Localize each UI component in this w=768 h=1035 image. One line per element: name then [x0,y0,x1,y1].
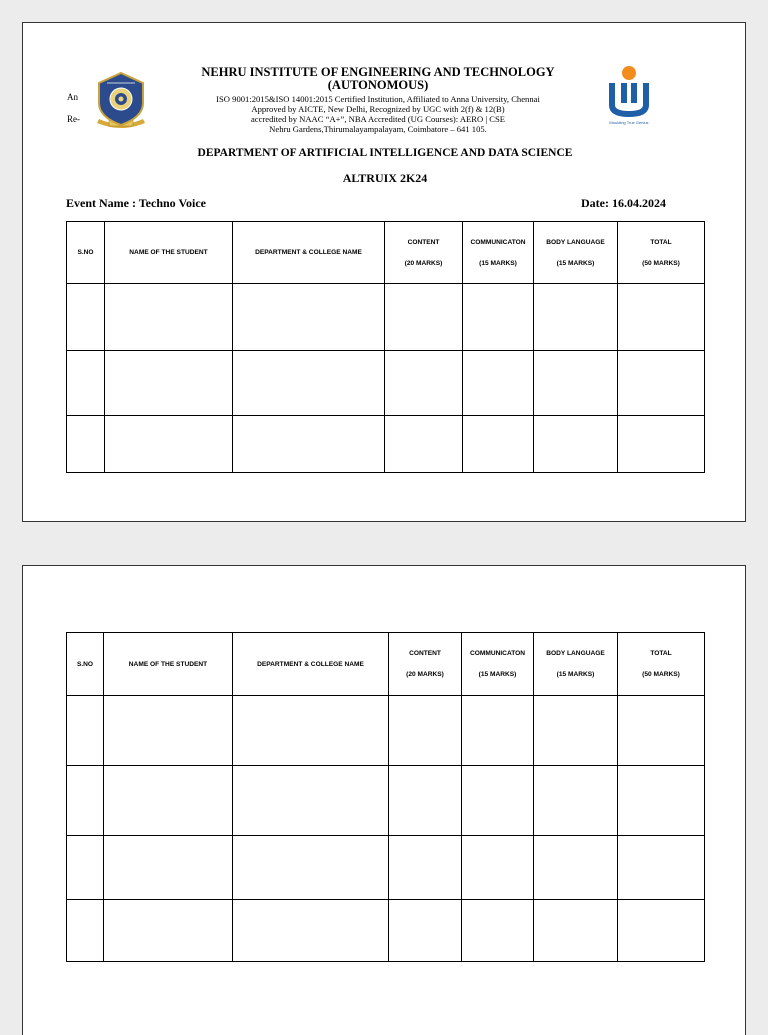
col-header-body-language: BODY LANGUAGE (15 MARKS) [534,633,618,696]
cell-communication[interactable] [462,766,534,836]
cell-communication[interactable] [462,900,534,962]
col-header-total: TOTAL (50 MARKS) [618,222,705,284]
cell-total[interactable] [618,284,705,351]
cell-sno[interactable] [67,351,105,416]
cell-department-college[interactable] [233,766,389,836]
cell-sno[interactable] [67,696,104,766]
table-row [67,416,705,473]
col-header-sno: S.NO [67,633,104,696]
col-header-student-name: NAME OF THE STUDENT [105,222,233,284]
cell-student-name[interactable] [105,351,233,416]
cell-communication[interactable] [463,351,534,416]
cell-content[interactable] [389,900,462,962]
cell-total[interactable] [618,696,705,766]
col-header-student-name: NAME OF THE STUDENT [104,633,233,696]
col-header-department-college: DEPARTMENT & COLLEGE NAME [233,633,389,696]
group-logo [603,65,655,129]
cell-department-college[interactable] [233,696,389,766]
table-row [67,351,705,416]
cell-body-language[interactable] [534,900,618,962]
event-date: Date: 16.04.2024 [581,196,666,210]
col-header-department-college: DEPARTMENT & COLLEGE NAME [233,222,385,284]
cell-sno[interactable] [67,766,104,836]
institution-name: NEHRU INSTITUTE OF ENGINEERING AND TECHNOLOGY (AUTONOMOUS) [201,65,555,92]
cell-student-name[interactable] [104,900,233,962]
cell-content[interactable] [389,696,462,766]
cell-body-language[interactable] [534,351,618,416]
event-name: Event Name : Techno Voice [66,196,207,210]
department-title: DEPARTMENT OF ARTIFICIAL INTELLIGENCE AND DATA SCIENCE [197,147,573,159]
cell-body-language[interactable] [534,284,618,351]
col-header-content: CONTENT (20 MARKS) [389,633,462,696]
score-table-2 [66,632,705,962]
score-table-1 [66,221,705,473]
col-header-body-language: BODY LANGUAGE (15 MARKS) [534,222,618,284]
cell-communication[interactable] [463,416,534,473]
cell-student-name[interactable] [105,416,233,473]
side-text-an: An [67,92,78,102]
cell-body-language[interactable] [534,416,618,473]
cell-department-college[interactable] [233,900,389,962]
table-row [67,836,705,900]
cell-total[interactable] [618,351,705,416]
col-header-content: CONTENT (20 MARKS) [385,222,463,284]
cell-student-name[interactable] [104,836,233,900]
side-text-re: Re- [67,114,80,124]
cell-total[interactable] [618,416,705,473]
cell-department-college[interactable] [233,351,385,416]
table-row [67,766,705,836]
cell-student-name[interactable] [104,696,233,766]
table-row [67,900,705,962]
table-header-row [67,633,705,696]
cell-sno[interactable] [67,284,105,351]
table-header-row [67,222,705,284]
cell-communication[interactable] [462,696,534,766]
cell-body-language[interactable] [534,766,618,836]
score-sheet-page-2 [22,565,746,1035]
cell-communication[interactable] [463,284,534,351]
cell-content[interactable] [389,836,462,900]
col-header-communication: COMMUNICATON (15 MARKS) [462,633,534,696]
cell-body-language[interactable] [534,696,618,766]
cell-total[interactable] [618,900,705,962]
cell-communication[interactable] [462,836,534,900]
cell-total[interactable] [618,766,705,836]
cell-body-language[interactable] [534,836,618,900]
col-header-total: TOTAL (50 MARKS) [618,633,705,696]
accreditation-info: ISO 9001:2015&ISO 14001:2015 Certified Institution, Affiliated to Anna University, Chennai Approved by AICTE, New Delhi, Recognized by UGC with 2(f) & 12(B) accredited by NAAC “A+”, NBA Accredited (UG Courses): AERO | CSE Nehru Gardens,Thirumalayampalayam, Coimbatore – 641 105. [216,94,540,134]
col-header-sno: S.NO [67,222,105,284]
col-header-communication: COMMUNICATON (15 MARKS) [463,222,534,284]
cell-department-college[interactable] [233,836,389,900]
cell-student-name[interactable] [105,284,233,351]
logo-tagline: Moulding True Genius [609,120,649,125]
cell-sno[interactable] [67,900,104,962]
cell-student-name[interactable] [104,766,233,836]
cell-department-college[interactable] [233,284,385,351]
cell-content[interactable] [389,766,462,836]
cell-sno[interactable] [67,836,104,900]
score-sheet-page-1 [22,22,746,522]
cell-sno[interactable] [67,416,105,473]
event-title: ALTRUIX 2K24 [342,171,428,185]
cell-content[interactable] [385,284,463,351]
cell-total[interactable] [618,836,705,900]
cell-content[interactable] [385,351,463,416]
cell-content[interactable] [385,416,463,473]
institution-crest-logo [89,71,153,129]
table-row [67,696,705,766]
table-row [67,284,705,351]
cell-department-college[interactable] [233,416,385,473]
